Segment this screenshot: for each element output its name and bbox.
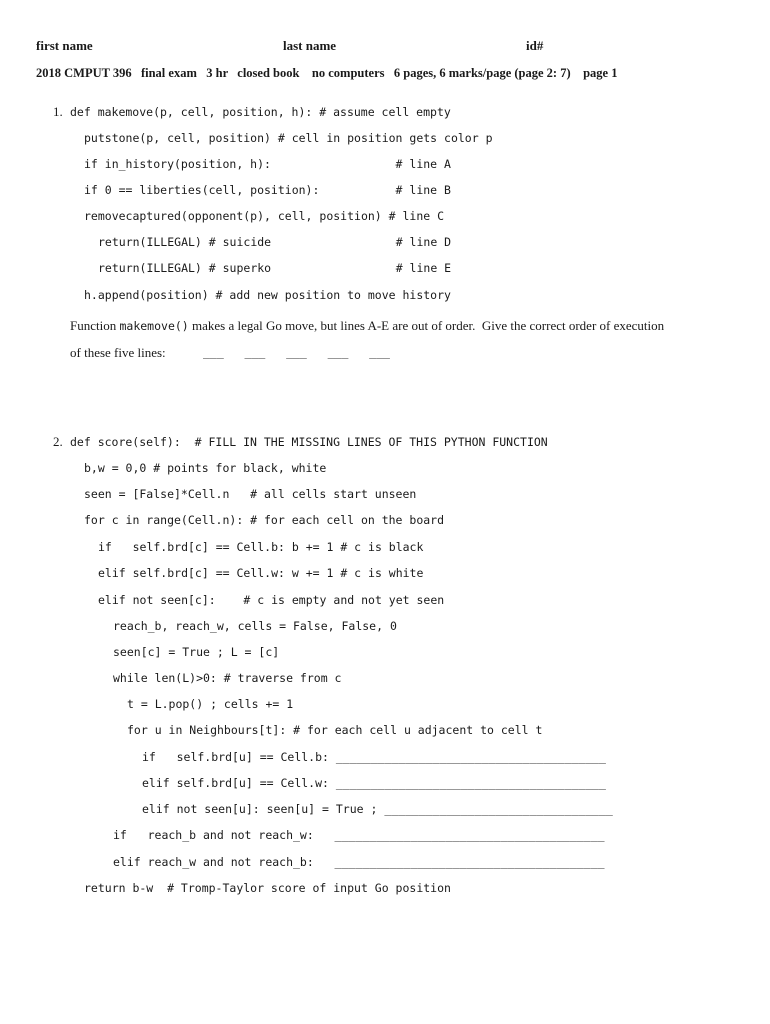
question-number: 1. [53, 104, 63, 119]
code-line: for c in range(Cell.n): # for each cell on the board [84, 513, 445, 527]
code-line: elif self.brd[c] == Cell.w: w += 1 # c is white [98, 566, 424, 580]
inline-code: makemove() [119, 319, 189, 333]
code-line: seen[c] = True ; L = [c] [113, 645, 280, 659]
code-line-with-blank[interactable]: if reach_b and not reach_w: _______________________________________ [113, 828, 605, 842]
code-line: for u in Neighbours[t]: # for each cell u adjacent to cell t [127, 723, 543, 737]
code-line: removecaptured(opponent(p), cell, position) # line C [84, 209, 445, 223]
question-text-line2: of these five lines: [70, 345, 166, 360]
code-line-with-blank[interactable]: elif self.brd[u] == Cell.w: _______________________________________ [142, 776, 606, 790]
code-line: if 0 == liberties(cell, position): # line B [84, 183, 451, 197]
answer-blanks[interactable]: ___ ___ ___ ___ ___ [203, 345, 390, 359]
code-line: if self.brd[c] == Cell.b: b += 1 # c is black [98, 540, 424, 554]
last-name-label: last name [283, 38, 337, 53]
code-line: seen = [False]*Cell.n # all cells start unseen [84, 487, 417, 501]
text-fragment: makes a legal Go move, but lines A-E are out of order. Give the correct order of execution [188, 318, 665, 333]
code-line: def makemove(p, cell, position, h): # assume cell empty [70, 105, 451, 119]
code-line: return b-w # Tromp-Taylor score of input Go position [84, 881, 451, 895]
question-number: 2. [53, 434, 63, 449]
code-line-with-blank[interactable]: elif reach_w and not reach_b: _______________________________________ [113, 855, 605, 869]
question-text [70, 318, 664, 334]
code-line: return(ILLEGAL) # superko # line E [98, 261, 452, 275]
code-line: b,w = 0,0 # points for black, white [84, 461, 327, 475]
text-fragment: Function [70, 318, 120, 333]
id-label: id# [526, 38, 544, 53]
code-line: if in_history(position, h): # line A [84, 157, 451, 171]
code-line-with-blank[interactable]: elif not seen[u]: seen[u] = True ; _________________________________ [142, 802, 613, 816]
code-line-with-blank[interactable]: if self.brd[u] == Cell.b: _______________________________________ [142, 750, 606, 764]
first-name-label: first name [36, 38, 93, 53]
code-line: while len(L)>0: # traverse from c [113, 671, 342, 685]
code-line: elif not seen[c]: # c is empty and not yet seen [98, 593, 445, 607]
course-info-line: 2018 CMPUT 396 final exam 3 hr closed book no computers 6 pages, 6 marks/page (page 2: 7) page 1 [36, 66, 618, 80]
code-line: return(ILLEGAL) # suicide # line D [98, 235, 452, 249]
code-line: reach_b, reach_w, cells = False, False, 0 [113, 619, 397, 633]
code-line: t = L.pop() ; cells += 1 [127, 697, 294, 711]
code-line: h.append(position) # add new position to move history [84, 288, 451, 302]
code-line: def score(self): # FILL IN THE MISSING LINES OF THIS PYTHON FUNCTION [70, 435, 548, 449]
code-line: putstone(p, cell, position) # cell in position gets color p [84, 131, 493, 145]
